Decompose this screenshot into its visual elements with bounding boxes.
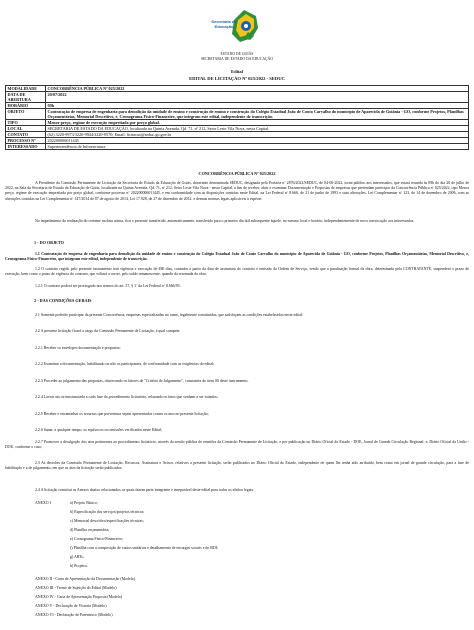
section-2-2-5: 2.2.5 Receber e encaminhar os recursos que porventura sejam apresentados contra os atos no presente licitação; bbox=[35, 412, 209, 416]
row-value: Contratação de empresa de engenharia para demolição da unidade de ensino e construção de ensino e construção do Colégio Estadual João de Couto Carvalho do município de Aparecida de Goiânia - GO, conforme Projetos, Planilhas Orçamentárias, Memorial Descritivo, e, Cronograma Físico-Financeiro, que integram este edital, independente de transcrição. bbox=[46, 109, 469, 120]
anexo-i-item: c) Memorial descritivo/especificações técnicas; bbox=[70, 519, 144, 523]
anexo-line: ANEXO II - Carta de Apresentação da Documentação (Modelo) bbox=[35, 577, 136, 581]
anexo-i-label: ANEXO I bbox=[35, 501, 51, 505]
row-label: MODALIDADE bbox=[6, 86, 46, 92]
section-2-4: 2.4 A licitação constitui os Anexos abaixo relacionados os quais fazem parte integrante e inseparável deste edital para todos os efeitos legais: bbox=[35, 488, 255, 492]
row-label: INTERESSADO bbox=[6, 144, 46, 150]
section-2-2-4: 2.2.4 Lavrar ata circunstanciada a cada fase do procedimento licitatório, relatando os fatos que venham a ser tratados; bbox=[35, 395, 218, 399]
row-label: LOCAL bbox=[6, 126, 46, 132]
logo-text-line-2: Educação bbox=[214, 24, 234, 29]
row-label: DATA DE ABERTURA bbox=[6, 92, 46, 103]
section-1-2-1: 1.2.1 O contrato poderá ser prorrogado nos termos do art. 57, § 1º da Lei Federal nº 8.666/93. bbox=[35, 284, 181, 288]
row-value: Menor preço, regime de execução empreitada por preço global. bbox=[46, 120, 469, 126]
edital-keyword: Edital bbox=[231, 69, 243, 74]
state-name: ESTADO DE GOIÁS bbox=[220, 52, 254, 56]
row-value: 20/07/2022 bbox=[46, 92, 469, 103]
row-label: HORÁRIO bbox=[6, 103, 46, 109]
section-2-2-7: 2.2.7 Promover a divulgação dos atos pertinentes ao procedimento licitatório, através da sessão pública de reuniões da Comissão Permanente de Licitação, e por publicação no Diário Oficial do Estado - DOE, Jornal de Grande Circulação Regional, e, Diário Oficial da União - DOU, conforme o caso; bbox=[5, 440, 469, 450]
section-2-3: 2.3 As decisões da Comissão Permanente de Licitação, Recursos, Assinatura e Avisos, relativos a presente licitação, serão publicados no Diário Oficial do Estado, independente de quem lhe tenha sido atribuído, bem como em jornal de grande circulação, para a fase de habilitação e a de julgamento, em que os atos da licitação serão publicados. bbox=[5, 461, 469, 471]
impediment-paragraph: No impedimento da realização do certame na data acima, fica o presente transferido, automaticamente, transferido para o primeiro dia útil subsequente àquele, no mesmo local e horário, independentemente de nova convocação aos interessados. bbox=[35, 219, 415, 223]
row-value: CONCORRÊNCIA PÚBLICA Nº 025/2022 bbox=[46, 86, 469, 92]
row-label: PROCESSO Nº bbox=[6, 138, 46, 144]
anexo-i-item: h) Projetos. bbox=[70, 564, 88, 568]
section-2-2-3: 2.2.3 Proceder ao julgamento das propostas, observando os fatores de "Critério de Julgamento", constantes do item 08 deste instrumento; bbox=[35, 379, 249, 383]
anexo-i-item: d) Planilha orçamentária; bbox=[70, 528, 110, 532]
anexo-i-item: e) Cronograma Físico-Financeiro; bbox=[70, 537, 123, 541]
section-2-2-1: 2.2.1 Receber os envelopes documentação e propostas; bbox=[35, 346, 121, 350]
secretaria-name: SECRETARIA DE ESTADO DA EDUCAÇÃO bbox=[200, 57, 274, 61]
row-value: SECRETARIA DE ESTADO DA EDUCAÇÃO, localizada na Quinta Avenida, Qd. 71, nº 212, Setor Leste Vila Nova, nesta Capital. bbox=[46, 126, 469, 132]
section-1-1: 1.1 Contratação de empresa de engenharia para demolição da unidade de ensino e construção do Colégio Estadual João de Couto Carvalho do município de Aparecida de Goiânia - GO, conforme Projetos, Planilhas Orçamentárias, Memorial Descritivo, e, Cronograma Físico-Financeiro, que integram este edital, independente de transcrição. bbox=[5, 252, 469, 262]
row-value: 202200006011445 bbox=[46, 138, 469, 144]
concorrencia-title: CONCORRÊNCIA PÚBLICA Nº 025/2022 bbox=[198, 171, 276, 176]
anexo-line: ANEXO IV - Carta de Apresentação Proposta (Modelo) bbox=[35, 595, 123, 599]
anexo-line: ANEXO VI - Declaração de Parentesco (Modelo) bbox=[35, 613, 113, 617]
anexo-i-item: a) Projeto Básico; bbox=[70, 501, 98, 505]
anexo-i-item: f) Planilha com a composição de custos unitários e detalhamento de encargos sociais e do BDI; bbox=[70, 546, 219, 550]
anexo-i-item: g) ARTs; bbox=[70, 555, 84, 559]
section-2-2-2: 2.2.2 Examinar a documentação, habilitando ou não os participantes, de conformidade com as exigências do edital; bbox=[35, 362, 215, 366]
section-2-1: 2.1 Somente poderão participar da presente Concorrência, empresas especializadas no ramo, legalmente constituídas, que satisfaçam as condições estabelecidas neste edital. bbox=[35, 313, 304, 317]
section-2-2-6: 2.2.6 Sanar, a qualquer tempo, os equívocos ou omissões verificados neste Edital; bbox=[35, 428, 163, 432]
logo-text-line-1: Secretaria de bbox=[211, 19, 237, 24]
table-row bbox=[6, 144, 469, 150]
section-1-2: 1.2 O contrato regido pelo presente instrumento terá vigência e execução de 480 dias, contados a partir da data de assinatura do contrato e emissão da Ordem de Serviço, sendo que a paralisação formal da obra, determinada pela CONTRATANTE, suspenderá o prazo de execução, bem como o prazo de vigência do contrato, que voltará a correr, pelo saldo remanescente, quando da retomada da obra. bbox=[5, 267, 469, 277]
row-label: TIPO bbox=[6, 120, 46, 126]
anexo-line: ANEXO V - Declaração de Vistoria (Modelo) bbox=[35, 604, 107, 608]
edital-title: EDITAL DE LICITAÇÃO Nº 025/2022 - SEDUC bbox=[189, 76, 285, 81]
table-row bbox=[6, 92, 469, 103]
anexo-line: ANEXO III - Termo de Sujeição do Edital (Modelo) bbox=[35, 586, 117, 590]
section-2-2: 2.2 A presente licitação ficará a cargo da Comissão Permanente de Licitação, à qual compete: bbox=[35, 329, 181, 333]
section-1-title: 1 - DO OBJETO bbox=[34, 240, 64, 245]
row-value: Superintendência de Infraestrutura bbox=[46, 144, 469, 150]
secretaria-educacao-logo bbox=[208, 6, 268, 48]
edital-info-table bbox=[5, 85, 469, 150]
row-label: CONTATO bbox=[6, 132, 46, 138]
anexo-i-item: b) Especificação dos serviços/projetos técnicos; bbox=[70, 510, 145, 514]
row-value: (62) 3220-9973/3220-9944/3220-9570; Email: licitacao@seduc.go.gov.br bbox=[46, 132, 469, 138]
intro-paragraph: A Presidente da Comissão Permanente de Licitação da Secretaria de Estado da Educação de Goiás, doravante denominada SEDUC, designada pela Portaria nº 2876/2022/SEDUC, de 04-06-2022, torna público aos interessados, que estará reunida às 09h do dia 20 de julho de 2022, na Sala da Secretaria de Estado da Educação de Goiás, localizada na Quinta Avenida, Qd. 71, nº 212, Setor Leste Vila Nova - nesta Capital, a fim de receber, abrir e examinar Documentação e Propostas de empresas que pretendam participar da Concorrência Pública nº 025/2022, tipo Menor preço, regime de execução empreitada por preço global, conforme processo nº 202200006011445, e em conformidade com as disposições contidas neste Edital, na Lei Federal nº 8.666, de 21 de junho de 1993 e suas alterações, Lei Complementar nº 123, de 14 de dezembro de 2006, com as alterações contidas na Lei Complementar nº 147/2014 de 07 de agosto de 2014, Lei 17.928, de 27 de dezembro de 2012, e demais normas legais aplicáveis à espécie. bbox=[5, 181, 469, 201]
table-row bbox=[6, 109, 469, 120]
section-2-title: 2 - DAS CONDIÇÕES GERAIS bbox=[34, 298, 92, 303]
row-value: 09h bbox=[46, 103, 469, 109]
row-label: OBJETO bbox=[6, 109, 46, 120]
